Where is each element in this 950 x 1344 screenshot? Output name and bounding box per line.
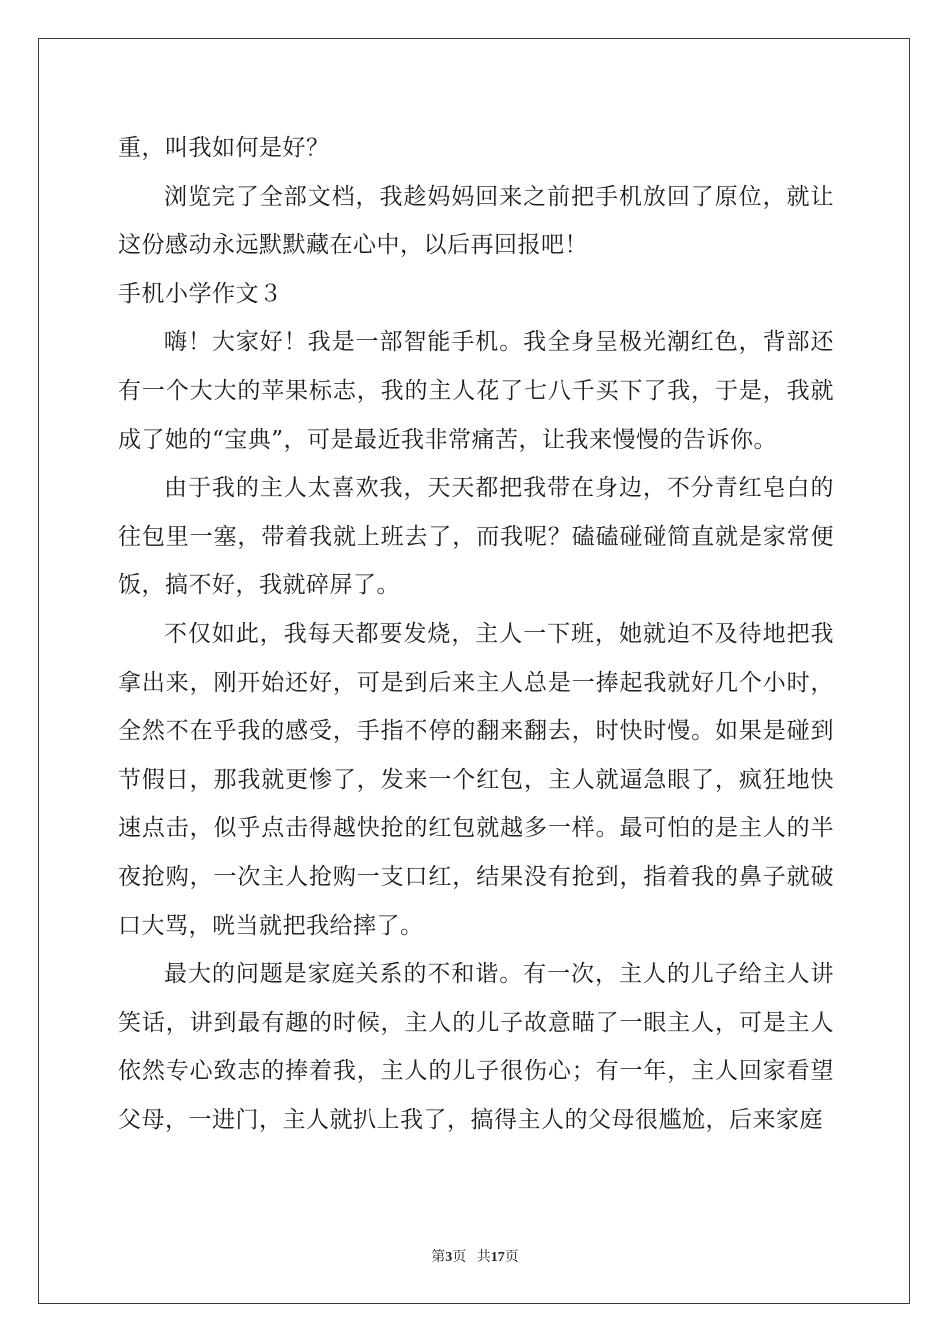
section-heading: 手机小学作文３ — [118, 280, 283, 307]
page-suffix: 页 — [452, 1250, 467, 1265]
paragraph: 浏览完了全部文档，我趁妈妈回来之前把手机放回了原位，就让这份感动永远默默藏在心中，以后再回报吧！ — [118, 183, 834, 259]
paragraph: 由于我的主人太喜欢我，天天都把我带在身边，不分青红皂白的往包里一塞，带着我就上班去了，而我呢？磕磕碰碰简直就是家常便饭，搞不好，我就碎屏了。 — [118, 475, 834, 599]
paragraph: 最大的问题是家庭关系的不和谐。有一次，主人的儿子给主人讲笑话，讲到最有趣的时候，主人的儿子故意瞄了一眼主人，可是主人依然专心致志的捧着我，主人的儿子很伤心；有一年，主人回家看望父母，一进门，主人就扒上我了，搞得主人的父母很尴尬，后来家庭 — [118, 961, 834, 1133]
paragraph: 重，叫我如何是好？ — [118, 135, 330, 161]
paragraph: 嗨！大家好！我是一部智能手机。我全身呈极光潮红色，背部还有一个大大的苹果标志，我的主人花了七八千买下了我，于是，我就成了她的“宝典”，可是最近我非常痛苦，让我来慢慢的告诉你。 — [118, 329, 834, 453]
document-body — [118, 124, 834, 1144]
paragraph: 不仅如此，我每天都要发烧，主人一下班，她就迫不及待地把我拿出来，刚开始还好，可是到后来主人总是一捧起我就好几个小时，全然不在乎我的感受，手指不停的翻来翻去，时快时慢。如果是碰到节假日，那我就更惨了，发来一个红包，主人就逼急眼了，疯狂地快速点击，似乎点击得越快抢的红包就越多一样。最可怕的是主人的半夜抢购，一次主人抢购一支口红，结果没有抢到，指着我的鼻子就破口大骂，咣当就把我给摔了。 — [118, 620, 834, 939]
page-footer — [0, 1246, 950, 1266]
page-total: 17 — [490, 1250, 505, 1265]
total-suffix: 页 — [504, 1250, 519, 1265]
page-prefix: 第 — [431, 1250, 446, 1265]
total-prefix: 共 — [476, 1250, 491, 1265]
page-current: 3 — [445, 1250, 453, 1265]
